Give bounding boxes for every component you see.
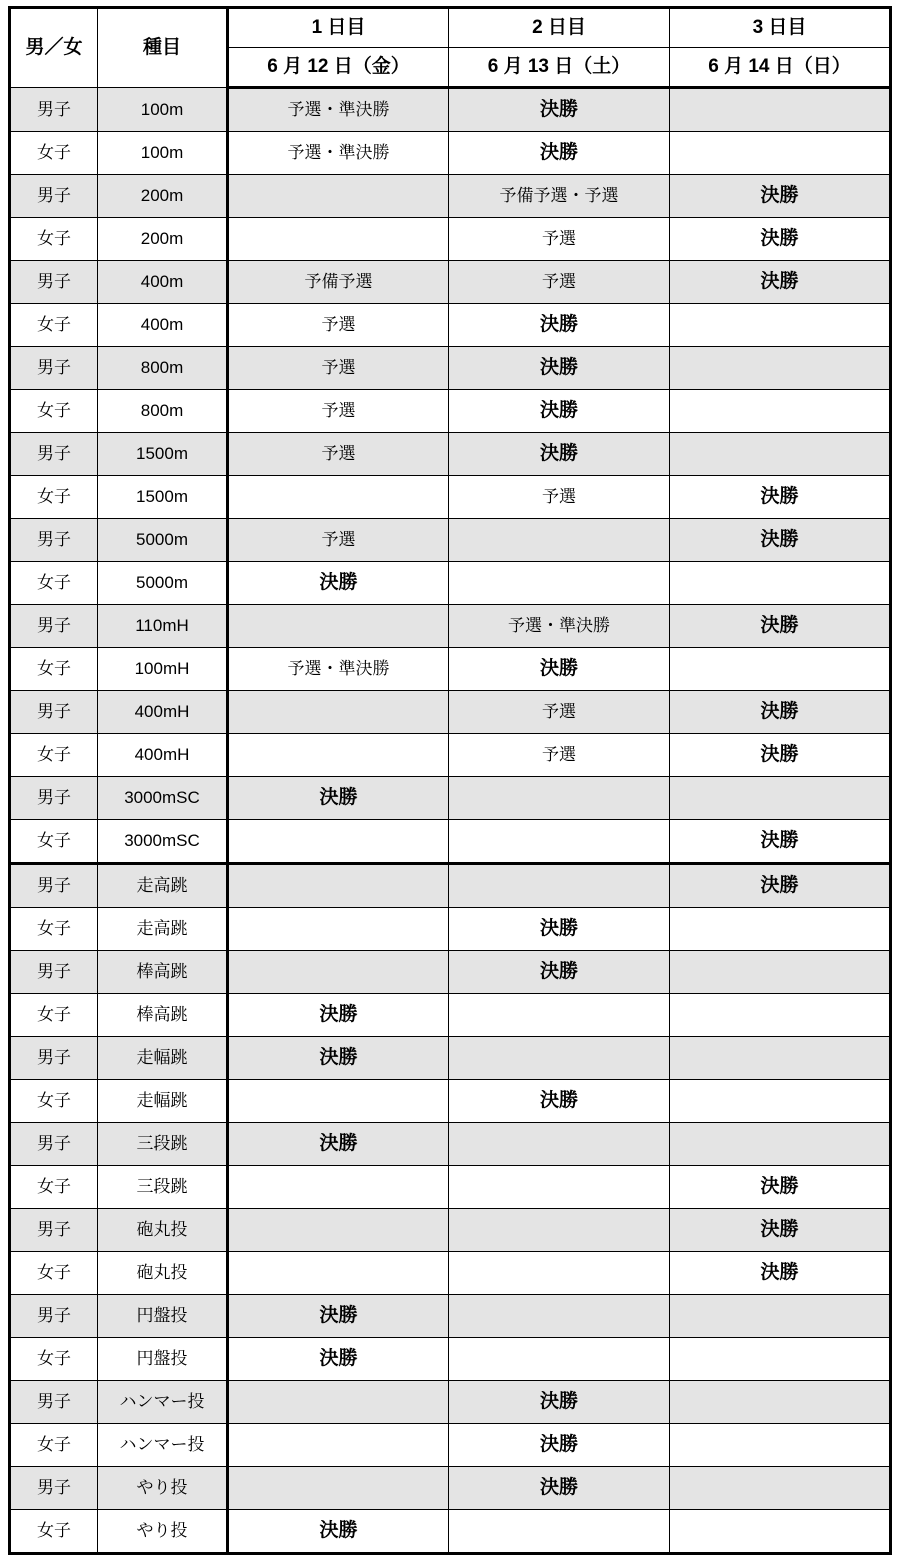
cell-gender: 男子 (10, 1467, 98, 1510)
cell-day2 (449, 1252, 670, 1295)
cell-day2: 決勝 (449, 433, 670, 476)
table-row (10, 994, 891, 1037)
cell-gender: 男子 (10, 1295, 98, 1338)
cell-day1 (228, 908, 449, 951)
cell-day1: 予選 (228, 390, 449, 433)
header-day3: 3 日目 (670, 8, 891, 48)
cell-event: 100mH (98, 648, 228, 691)
cell-event: 3000mSC (98, 777, 228, 820)
cell-day1: 決勝 (228, 1510, 449, 1554)
cell-day2: 予選 (449, 476, 670, 519)
table-row (10, 261, 891, 304)
cell-day1: 予選 (228, 519, 449, 562)
cell-day3 (670, 390, 891, 433)
table-row (10, 864, 891, 908)
header-gender: 男／女 (10, 8, 98, 88)
cell-event: 三段跳 (98, 1166, 228, 1209)
cell-gender: 男子 (10, 691, 98, 734)
cell-event: 走幅跳 (98, 1037, 228, 1080)
cell-day3 (670, 88, 891, 132)
cell-event: 棒高跳 (98, 951, 228, 994)
cell-gender: 女子 (10, 820, 98, 864)
cell-day3: 決勝 (670, 1166, 891, 1209)
cell-day1: 予選 (228, 304, 449, 347)
cell-event: 400m (98, 261, 228, 304)
table-row (10, 519, 891, 562)
cell-event: 円盤投 (98, 1295, 228, 1338)
cell-gender: 女子 (10, 1080, 98, 1123)
cell-day2: 予選 (449, 218, 670, 261)
cell-day2 (449, 519, 670, 562)
cell-day1: 決勝 (228, 1295, 449, 1338)
cell-event: 走幅跳 (98, 1080, 228, 1123)
cell-event: 5000m (98, 519, 228, 562)
cell-day3: 決勝 (670, 691, 891, 734)
cell-gender: 女子 (10, 132, 98, 175)
header-day2: 2 日目 (449, 8, 670, 48)
table-row (10, 390, 891, 433)
cell-event: 走高跳 (98, 864, 228, 908)
table-row (10, 648, 891, 691)
cell-day1: 決勝 (228, 562, 449, 605)
cell-gender: 女子 (10, 734, 98, 777)
table-row (10, 433, 891, 476)
cell-day1 (228, 1381, 449, 1424)
cell-day1: 決勝 (228, 994, 449, 1037)
cell-event: 三段跳 (98, 1123, 228, 1166)
cell-day3 (670, 1338, 891, 1381)
cell-day2: 決勝 (449, 1080, 670, 1123)
cell-day1 (228, 1166, 449, 1209)
cell-day2 (449, 1166, 670, 1209)
cell-event: 砲丸投 (98, 1252, 228, 1295)
cell-day1 (228, 951, 449, 994)
cell-gender: 女子 (10, 1424, 98, 1467)
cell-day2 (449, 1510, 670, 1554)
cell-gender: 女子 (10, 994, 98, 1037)
cell-gender: 男子 (10, 864, 98, 908)
cell-day2: 決勝 (449, 132, 670, 175)
cell-day1 (228, 734, 449, 777)
cell-gender: 男子 (10, 1381, 98, 1424)
cell-gender: 男子 (10, 1209, 98, 1252)
cell-day1 (228, 175, 449, 218)
cell-day2 (449, 562, 670, 605)
cell-day2: 決勝 (449, 648, 670, 691)
cell-day1 (228, 1467, 449, 1510)
cell-day1 (228, 864, 449, 908)
cell-event: 100m (98, 88, 228, 132)
cell-event: ハンマー投 (98, 1381, 228, 1424)
cell-gender: 男子 (10, 88, 98, 132)
cell-day3 (670, 1510, 891, 1554)
cell-day1: 予選・準決勝 (228, 132, 449, 175)
cell-day3 (670, 1381, 891, 1424)
cell-day3 (670, 1080, 891, 1123)
cell-day3: 決勝 (670, 519, 891, 562)
cell-day2 (449, 777, 670, 820)
cell-day2: 決勝 (449, 88, 670, 132)
cell-event: やり投 (98, 1510, 228, 1554)
header-day1: 1 日目 (228, 8, 449, 48)
table-row (10, 691, 891, 734)
table-row (10, 347, 891, 390)
cell-day3 (670, 562, 891, 605)
table-row (10, 1338, 891, 1381)
cell-event: 棒高跳 (98, 994, 228, 1037)
cell-event: 200m (98, 175, 228, 218)
cell-day1 (228, 1424, 449, 1467)
cell-day3: 決勝 (670, 820, 891, 864)
cell-gender: 男子 (10, 1037, 98, 1080)
cell-day2 (449, 1295, 670, 1338)
cell-event: 1500m (98, 476, 228, 519)
cell-day2: 予選 (449, 691, 670, 734)
cell-day3 (670, 1295, 891, 1338)
cell-day3 (670, 132, 891, 175)
cell-event: 3000mSC (98, 820, 228, 864)
cell-day1 (228, 476, 449, 519)
cell-day2 (449, 1209, 670, 1252)
cell-day2: 決勝 (449, 390, 670, 433)
cell-gender: 男子 (10, 519, 98, 562)
table-row (10, 304, 891, 347)
cell-gender: 女子 (10, 218, 98, 261)
cell-event: 1500m (98, 433, 228, 476)
cell-event: 走高跳 (98, 908, 228, 951)
cell-gender: 女子 (10, 562, 98, 605)
cell-day1: 予選・準決勝 (228, 88, 449, 132)
cell-event: 800m (98, 390, 228, 433)
cell-day3 (670, 994, 891, 1037)
header-row-day (10, 8, 891, 48)
cell-gender: 男子 (10, 1123, 98, 1166)
cell-day2: 決勝 (449, 304, 670, 347)
cell-day3: 決勝 (670, 476, 891, 519)
table-body (10, 88, 891, 1554)
cell-day1: 予選 (228, 433, 449, 476)
cell-event: 800m (98, 347, 228, 390)
cell-day1: 予選・準決勝 (228, 648, 449, 691)
cell-day2: 決勝 (449, 951, 670, 994)
cell-day3 (670, 1424, 891, 1467)
cell-day2 (449, 820, 670, 864)
cell-gender: 女子 (10, 1510, 98, 1554)
table-row (10, 476, 891, 519)
table-row (10, 951, 891, 994)
cell-day2: 決勝 (449, 347, 670, 390)
table-row (10, 1252, 891, 1295)
cell-day2 (449, 864, 670, 908)
cell-day1 (228, 1080, 449, 1123)
cell-day3: 決勝 (670, 1209, 891, 1252)
cell-event: 砲丸投 (98, 1209, 228, 1252)
cell-day2: 決勝 (449, 908, 670, 951)
cell-gender: 女子 (10, 304, 98, 347)
cell-day3: 決勝 (670, 605, 891, 648)
table-row (10, 1209, 891, 1252)
table-row (10, 132, 891, 175)
cell-event: 400mH (98, 691, 228, 734)
cell-event: 110mH (98, 605, 228, 648)
cell-day3 (670, 777, 891, 820)
table-row (10, 777, 891, 820)
cell-day1 (228, 1252, 449, 1295)
cell-day3 (670, 433, 891, 476)
cell-day3: 決勝 (670, 864, 891, 908)
cell-day1: 予備予選 (228, 261, 449, 304)
table-row (10, 820, 891, 864)
table-row (10, 1510, 891, 1554)
cell-day2 (449, 994, 670, 1037)
cell-event: 400mH (98, 734, 228, 777)
table-row (10, 88, 891, 132)
cell-day2: 予選 (449, 261, 670, 304)
cell-day3: 決勝 (670, 734, 891, 777)
cell-day2: 予選 (449, 734, 670, 777)
table-row (10, 218, 891, 261)
cell-day2: 予選・準決勝 (449, 605, 670, 648)
cell-gender: 女子 (10, 476, 98, 519)
cell-event: やり投 (98, 1467, 228, 1510)
cell-gender: 女子 (10, 908, 98, 951)
cell-day3 (670, 1037, 891, 1080)
cell-day2 (449, 1338, 670, 1381)
table-row (10, 175, 891, 218)
cell-day2: 決勝 (449, 1424, 670, 1467)
cell-gender: 男子 (10, 347, 98, 390)
table-header (10, 8, 891, 88)
table-row (10, 605, 891, 648)
cell-gender: 女子 (10, 648, 98, 691)
cell-day1: 決勝 (228, 1338, 449, 1381)
cell-day3 (670, 1467, 891, 1510)
table-row (10, 1381, 891, 1424)
header-date3: 6 月 14 日（日） (670, 48, 891, 88)
table-row (10, 1037, 891, 1080)
cell-day1 (228, 218, 449, 261)
cell-day2: 予備予選・予選 (449, 175, 670, 218)
cell-day1: 決勝 (228, 1123, 449, 1166)
cell-gender: 女子 (10, 1338, 98, 1381)
cell-day1 (228, 820, 449, 864)
cell-event: ハンマー投 (98, 1424, 228, 1467)
table-row (10, 1080, 891, 1123)
cell-gender: 男子 (10, 175, 98, 218)
table-row (10, 1424, 891, 1467)
competition-schedule-table (8, 6, 892, 1555)
cell-event: 400m (98, 304, 228, 347)
cell-gender: 男子 (10, 951, 98, 994)
cell-gender: 男子 (10, 777, 98, 820)
cell-day3 (670, 908, 891, 951)
cell-day2: 決勝 (449, 1467, 670, 1510)
cell-day2: 決勝 (449, 1381, 670, 1424)
cell-day1 (228, 691, 449, 734)
header-date2: 6 月 13 日（土） (449, 48, 670, 88)
cell-event: 5000m (98, 562, 228, 605)
table-row (10, 734, 891, 777)
cell-gender: 男子 (10, 605, 98, 648)
table-row (10, 562, 891, 605)
cell-day3 (670, 304, 891, 347)
header-event: 種目 (98, 8, 228, 88)
cell-event: 100m (98, 132, 228, 175)
cell-day3: 決勝 (670, 1252, 891, 1295)
cell-gender: 女子 (10, 1252, 98, 1295)
cell-day3: 決勝 (670, 175, 891, 218)
cell-day2 (449, 1123, 670, 1166)
cell-day3 (670, 1123, 891, 1166)
cell-gender: 女子 (10, 390, 98, 433)
cell-day3 (670, 951, 891, 994)
header-date1: 6 月 12 日（金） (228, 48, 449, 88)
cell-gender: 男子 (10, 433, 98, 476)
cell-gender: 女子 (10, 1166, 98, 1209)
cell-day1: 決勝 (228, 1037, 449, 1080)
cell-gender: 男子 (10, 261, 98, 304)
cell-day3: 決勝 (670, 261, 891, 304)
cell-day1 (228, 605, 449, 648)
table-row (10, 1467, 891, 1510)
cell-event: 200m (98, 218, 228, 261)
cell-day1 (228, 1209, 449, 1252)
cell-day3 (670, 347, 891, 390)
table-row (10, 908, 891, 951)
table-row (10, 1123, 891, 1166)
cell-day2 (449, 1037, 670, 1080)
cell-day1: 決勝 (228, 777, 449, 820)
table-row (10, 1166, 891, 1209)
table-row (10, 1295, 891, 1338)
cell-event: 円盤投 (98, 1338, 228, 1381)
cell-day3 (670, 648, 891, 691)
cell-day3: 決勝 (670, 218, 891, 261)
cell-day1: 予選 (228, 347, 449, 390)
